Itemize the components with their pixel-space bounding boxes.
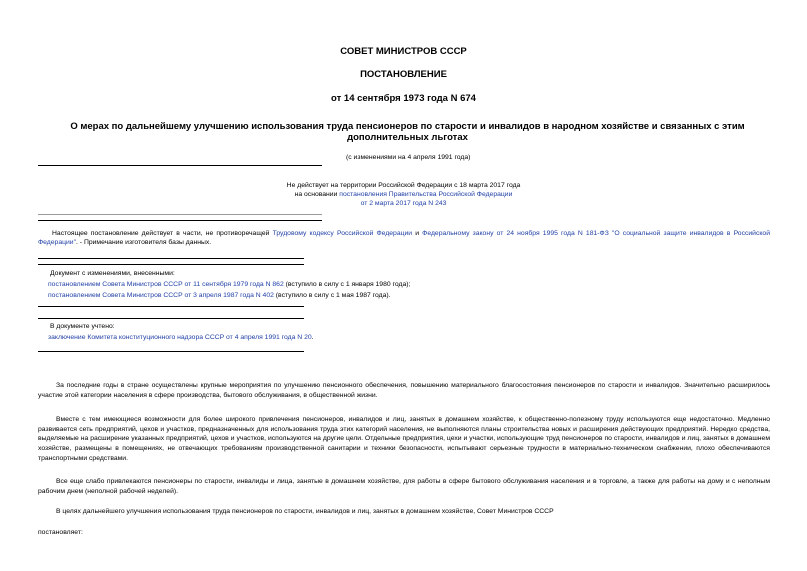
- considered-item: заключение Комитета конституционного надзора СССР от 4 апреля 1991 года N 20.: [48, 334, 314, 341]
- change-item: постановлением Совета Министров СССР от 3 апреля 1987 года N 402 (вступило в силу с 1 мая 1987 года).: [48, 292, 391, 299]
- validity-note: Настоящее постановление действует в части, не противоречащей Трудовому кодексу Российской Федерации и Федеральному закону от 24 ноября 1995 года N 181-ФЗ "О социальной защите инвалидов в Российской Федерации". - Примечание изготовителя базы данных.: [38, 230, 770, 247]
- amendments-note: (с изменениями на 4 апреля 1991 года): [346, 154, 471, 161]
- divider: [38, 351, 304, 352]
- change-link[interactable]: постановлением Совета Министров СССР от 3 апреля 1987 года N 402: [48, 292, 274, 299]
- divider: [38, 214, 322, 215]
- body-paragraph: За последние годы в стране осуществлены крупные мероприятия по улучшению пенсионного обеспечения, повышению материального благосостояния пенсионеров по старости и инвалидов. Значительно расширилось участие этой категории населения в сфере производства, бытового обслуживания, в общественной жизни.: [38, 382, 770, 399]
- divider: [38, 318, 304, 319]
- body-paragraph: Вместе с тем имеющиеся возможности для более широкого привлечения пенсионеров, инвалидов и лиц, занятых в домашнем хозяйстве, к общественно-полезному труду используются еще недостаточно. Медленно развивается сеть предприятий, цехов и участков, предназначенных для использования труда этих категорий населения, не выполняются планы строительства новых и расширения действующих предприятий. Нередко средства, выделяемые на расширение указанных предприятий, цехов и участков, используются на другие цели. Отдельные предприятия, цехи и участки, использующие труд пенсионеров по старости, инвалидов и лиц, занятых в домашнем хозяйстве, размещены в помещениях, не отвечающих требованиям производственной санитарии и техники безопасности, испытывают серьезные трудности в материально-техническом снабжении, плохо обеспечиваются транспортными средствами.: [38, 416, 770, 462]
- divider: [38, 165, 322, 166]
- changes-heading: Документ с изменениями, внесенными:: [50, 270, 175, 277]
- issuing-authority: СОВЕТ МИНИСТРОВ СССР: [340, 46, 467, 57]
- body-paragraph: Все еще слабо привлекаются пенсионеры по старости, инвалиды и лица, занятые в домашнем хозяйстве, для работы в сфере бытового обслуживания населения и в торговле, а также для работы на дому и с неполным рабочим днем (неполной рабочей неделей).: [38, 478, 770, 495]
- document-title: О мерах по дальнейшему улучшению использования труда пенсионеров по старости и инвалидов в народном хозяйстве и связанных с этим дополнительных льготах: [70, 121, 745, 143]
- document-date-number: от 14 сентября 1973 года N 674: [331, 93, 476, 104]
- change-link[interactable]: постановлением Совета Министров СССР от 11 сентября 1979 года N 862: [48, 281, 284, 288]
- status-link-date[interactable]: от 2 марта 2017 года N 243: [360, 200, 447, 208]
- resolves-word: постановляет:: [38, 529, 83, 536]
- federal-law-link-cont[interactable]: Российской Федерации": [38, 230, 770, 247]
- federal-law-link[interactable]: Федеральному закону от 24 ноября 1995 года N 181-ФЗ "О социальной защите инвалидов в: [422, 230, 731, 237]
- status-block: [0, 181, 807, 209]
- status-line-1: Не действует на территории Российской Федерации с 18 марта 2017 года: [286, 182, 521, 189]
- document-type: ПОСТАНОВЛЕНИЕ: [360, 69, 447, 80]
- divider: [38, 220, 322, 221]
- status-link-resolution[interactable]: постановления Правительства Российской Федерации: [339, 191, 513, 199]
- change-item: постановлением Совета Министров СССР от 11 сентября 1979 года N 862 (вступило в силу с 1 января 1980 года);: [48, 281, 411, 288]
- status-line-2: на основании постановления Правительства Российской Федерации: [294, 191, 513, 199]
- body-paragraph: В целях дальнейшего улучшения использования труда пенсионеров по старости, инвалидов и лиц, занятых в домашнем хозяйстве, Совет Министров СССР: [56, 508, 554, 515]
- committee-conclusion-link[interactable]: заключение Комитета конституционного надзора СССР от 4 апреля 1991 года N 20: [48, 334, 312, 341]
- labor-code-link[interactable]: Трудовому кодексу Российской Федерации: [272, 230, 413, 237]
- considered-heading: В документе учтено:: [50, 323, 115, 330]
- divider: [38, 258, 304, 259]
- divider: [38, 264, 304, 265]
- divider: [38, 306, 304, 307]
